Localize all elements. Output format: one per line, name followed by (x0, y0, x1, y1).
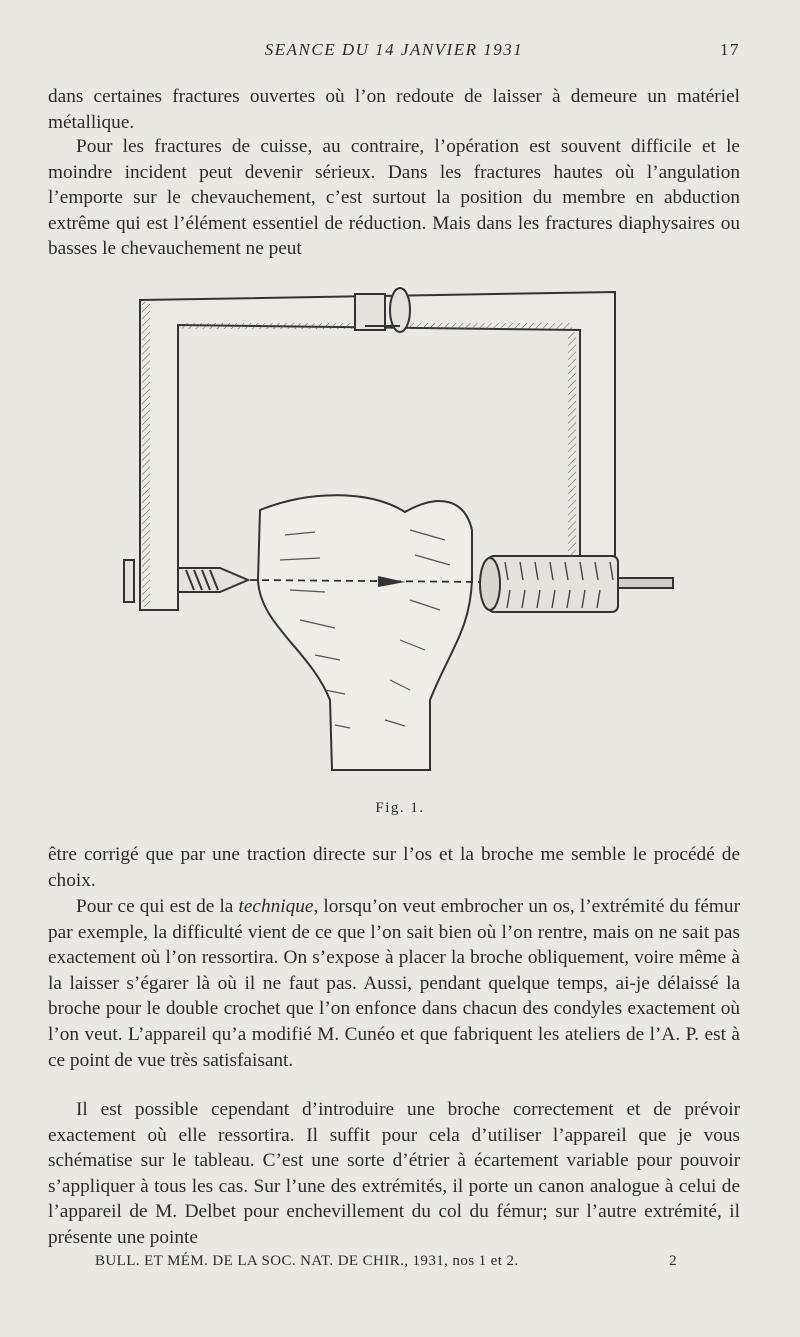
paragraph-4-emphasis: technique (238, 896, 314, 917)
adjustment-screw (355, 288, 410, 332)
paragraph-2: Pour les fractures de cuisse, au contraire, l’opération est souvent difficile et le moindre incident peut devenir sérieux. Dans les fractures hautes où l’angulation l’emporte sur le chevauchement, c’est surtout la position du membre en abduction extrême qui est l’élément essentiel de réduction. Mais dans les fractures diaphysaires ou basses le chevauchement ne peut (48, 136, 740, 260)
paragraph-4-rest: , lorsqu’on veut embrocher un os, l’extrémité du fémur par exemple, la difficulté vient de ce que l’on sait bien où l’on rentre, mais on ne sait pas exactement où l’on ressortira. On s’expose à placer la broche obliquement, voire même à la laisser s’égarer là où il ne faut pas. Aussi, pendant quelque temps, ai-je délaissé la broche pour le double crochet que l’on enfonce dans chacun des condyles exactement où l’on veut. L’appareil qu’a modifié M. Cunéo et que fabriquent les ateliers de l’A. P. est à ce point de vue très satisfaisant. (48, 896, 740, 1071)
figure-caption: Fig. 1. (375, 800, 425, 816)
paragraph-4-start: Pour ce qui est de la (76, 896, 239, 917)
paragraph-3: être corrigé que par une traction directe sur l’os et la broche me semble le procédé de choix. (48, 844, 740, 891)
journal-reference: BULL. ET MÉM. DE LA SOC. NAT. DE CHIR., 1931, nos 1 et 2. (95, 1253, 519, 1269)
running-header (48, 40, 740, 64)
paragraph-5: Il est possible cependant d’introduire une broche correctement et de prévoir exactement où elle ressortira. Il suffit pour cela d’utiliser l’appareil que je vous schématise sur le tableau. C’est une sorte d’étrier à écartement variable pour pouvoir s’appliquer à tous les cas. Sur l’une des extrémités, il porte un canon analogue à celui de l’appareil de M. Delbet pour enchevillement du col du fémur; sur l’autre extrémité, il présente une pointe (48, 1099, 740, 1248)
femur-bone (258, 495, 472, 770)
figure-stirrup-diagram (110, 280, 690, 790)
cannula (480, 556, 673, 612)
running-title: SEANCE DU 14 JANVIER 1931 (264, 40, 524, 59)
page-number: 17 (720, 40, 740, 59)
paragraph-4 (48, 894, 740, 1073)
paragraph-1: dans certaines fractures ouvertes où l’on redoute de laisser à demeure un matériel métallique. (48, 86, 740, 133)
signature-mark: 2 (669, 1253, 677, 1269)
